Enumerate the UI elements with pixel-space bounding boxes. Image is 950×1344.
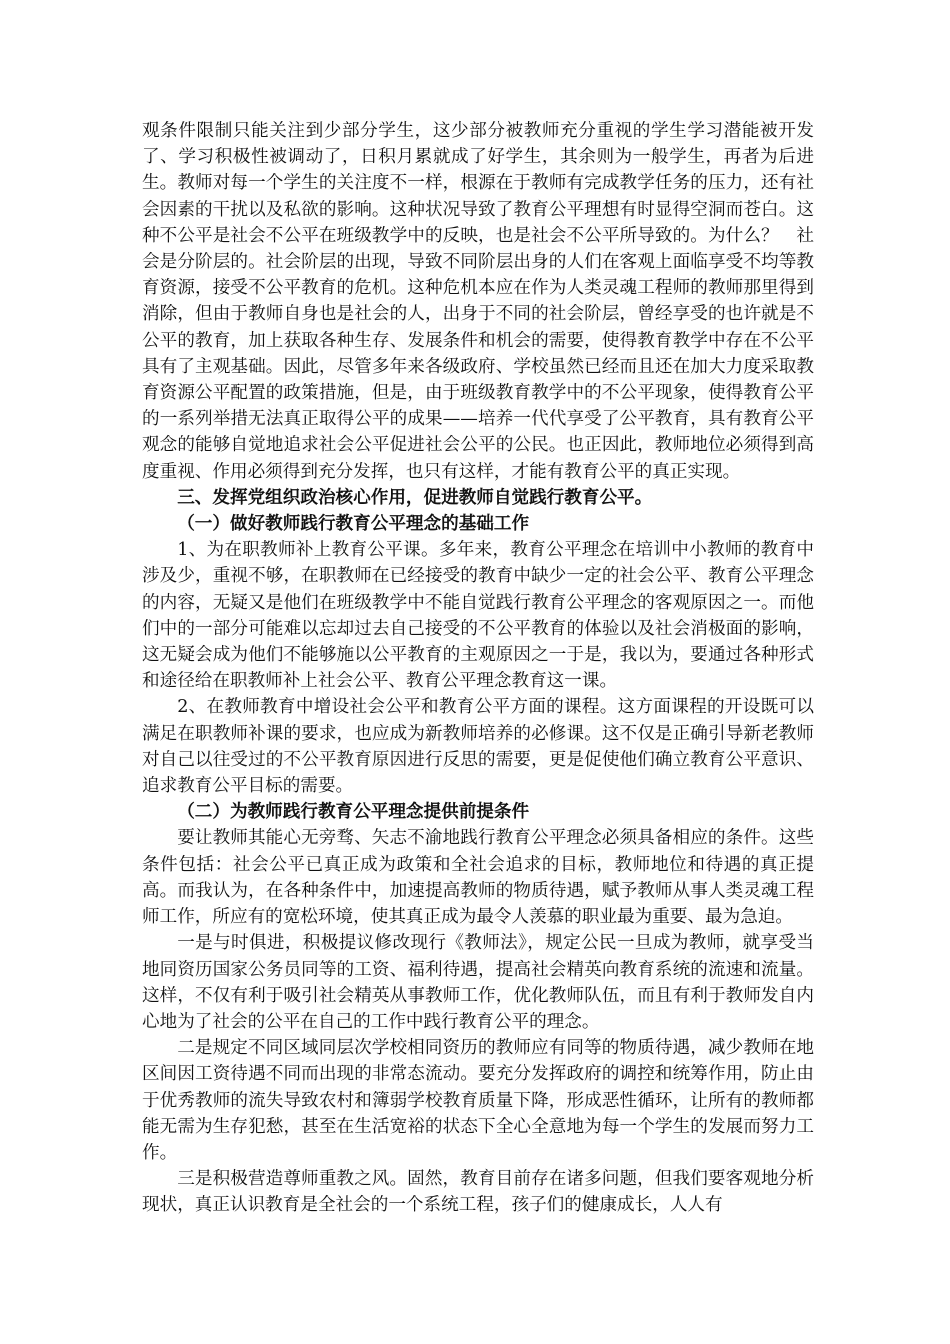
paragraph-point-3: 三是积极营造尊师重教之风。固然，教育目前存在诸多问题，但我们要客观地分析现状，真正认识教育是全社会的一个系统工程，孩子们的健康成长，人人有 [142,1169,814,1216]
paragraph-continued: 观条件限制只能关注到少部分学生，这少部分被教师充分重视的学生学习潜能被开发了、学习积极性被调动了，日积月累就成了好学生，其余则为一般学生，再者为后进生。教师对每一个学生的关注度不一样，根源在于教师有完成教学任务的压力，还有社会因素的干扰以及私欲的影响。这种状况导致了教育公平理想有时显得空洞而苍白。这种不公平是社会不公平在班级教学中的反映，也是社会不公平所导致的。为什么？ 社会是分阶层的。社会阶层的出现，导致不同阶层出身的人们在客观上面临享受不均等教育资源，接受不公平教育的危机。这种危机本应在作为人类灵魂工程师的教师那里得到消除，但由于教师自身也是社会的人，出身于不同的社会阶层，曾经享受的也许就是不公平的教育，加上获取各种生存、发展条件和机会的需要，使得教育教学中存在不公平具有了主观基础。因此，尽管多年来各级政府、学校虽然已经而且还在加大力度采取教育资源公平配置的政策措施，但是，由于班级教育教学中的不公平现象，使得教育公平的一系列举措无法真正取得公平的成果——培养一代代享受了公平教育，具有教育公平观念的能够自觉地追求社会公平促进社会公平的公民。也正因此，教师地位必须得到高度重视、作用必须得到充分发挥，也只有这样，才能有教育公平的真正实现。 [142,121,814,482]
subsection-heading-2: （二）为教师践行教育公平理念提供前提条件 [177,801,530,823]
document-page [142,118,814,1219]
paragraph-point-1: 一是与时俱进，积极提议修改现行《教师法》，规定公民一旦成为教师，就享受当地同资历国家公务员同等的工资、福利待遇，提高社会精英向教育系统的流速和流量。这样，不仅有利于吸引社会精英从事教师工作，优化教师队伍，而且有利于教师发自内心地为了社会的公平在自己的工作中践行教育公平的理念。 [142,933,814,1032]
paragraph-item-2: 2、在教师教育中增设社会公平和教育公平方面的课程。这方面课程的开设既可以满足在职教师补课的要求，也应成为新教师培养的必修课。这不仅是正确引导新老教师对自己以往受过的不公平教育原因进行反思的需要，更是促使他们确立教育公平意识、追求教育公平目标的需要。 [142,697,814,797]
subsection-heading-1: （一）做好教师践行教育公平理念的基础工作 [177,513,530,535]
paragraph-item-1: 1、为在职教师补上教育公平课。多年来，教育公平理念在培训中小教师的教育中涉及少，重视不够，在职教师在已经接受的教育中缺少一定的社会公平、教育公平理念的内容，无疑又是他们在班级教学中不能自觉践行教育公平理念的客观原因之一。而他们中的一部分可能难以忘却过去自己接受的不公平教育的体验以及社会消极面的影响，这无疑会成为他们不能够施以公平教育的主观原因之一于是，我以为，要通过各种形式和途径给在职教师补上社会公平、教育公平理念教育这一课。 [142,540,814,692]
section-heading-3: 三、发挥党组织政治核心作用，促进教师自觉践行教育公平。 [177,486,653,508]
paragraph-conditions: 要让教师其能心无旁骛、矢志不渝地践行教育公平理念必须具备相应的条件。这些条件包括：社会公平已真正成为政策和全社会追求的目标，教师地位和待遇的真正提高。而我认为，在各种条件中，加速提高教师的物质待遇，赋予教师从事人类灵魂工程师工作，所应有的宽松环境，使其真正成为最令人羡慕的职业最为重要、最为急迫。 [142,828,814,928]
paragraph-point-2: 二是规定不同区域同层次学校相同资历的教师应有同等的物质待遇，减少教师在地区间因工资待遇不同而出现的非常态流动。要充分发挥政府的调控和统筹作用，防止由于优秀教师的流失导致农村和簿弱学校教育质量下降，形成恶性循环，让所有的教师都能无需为生存犯愁，甚至在生活宽裕的状态下全心全意地为每一个学生的发展而努力工作。 [142,1038,814,1163]
